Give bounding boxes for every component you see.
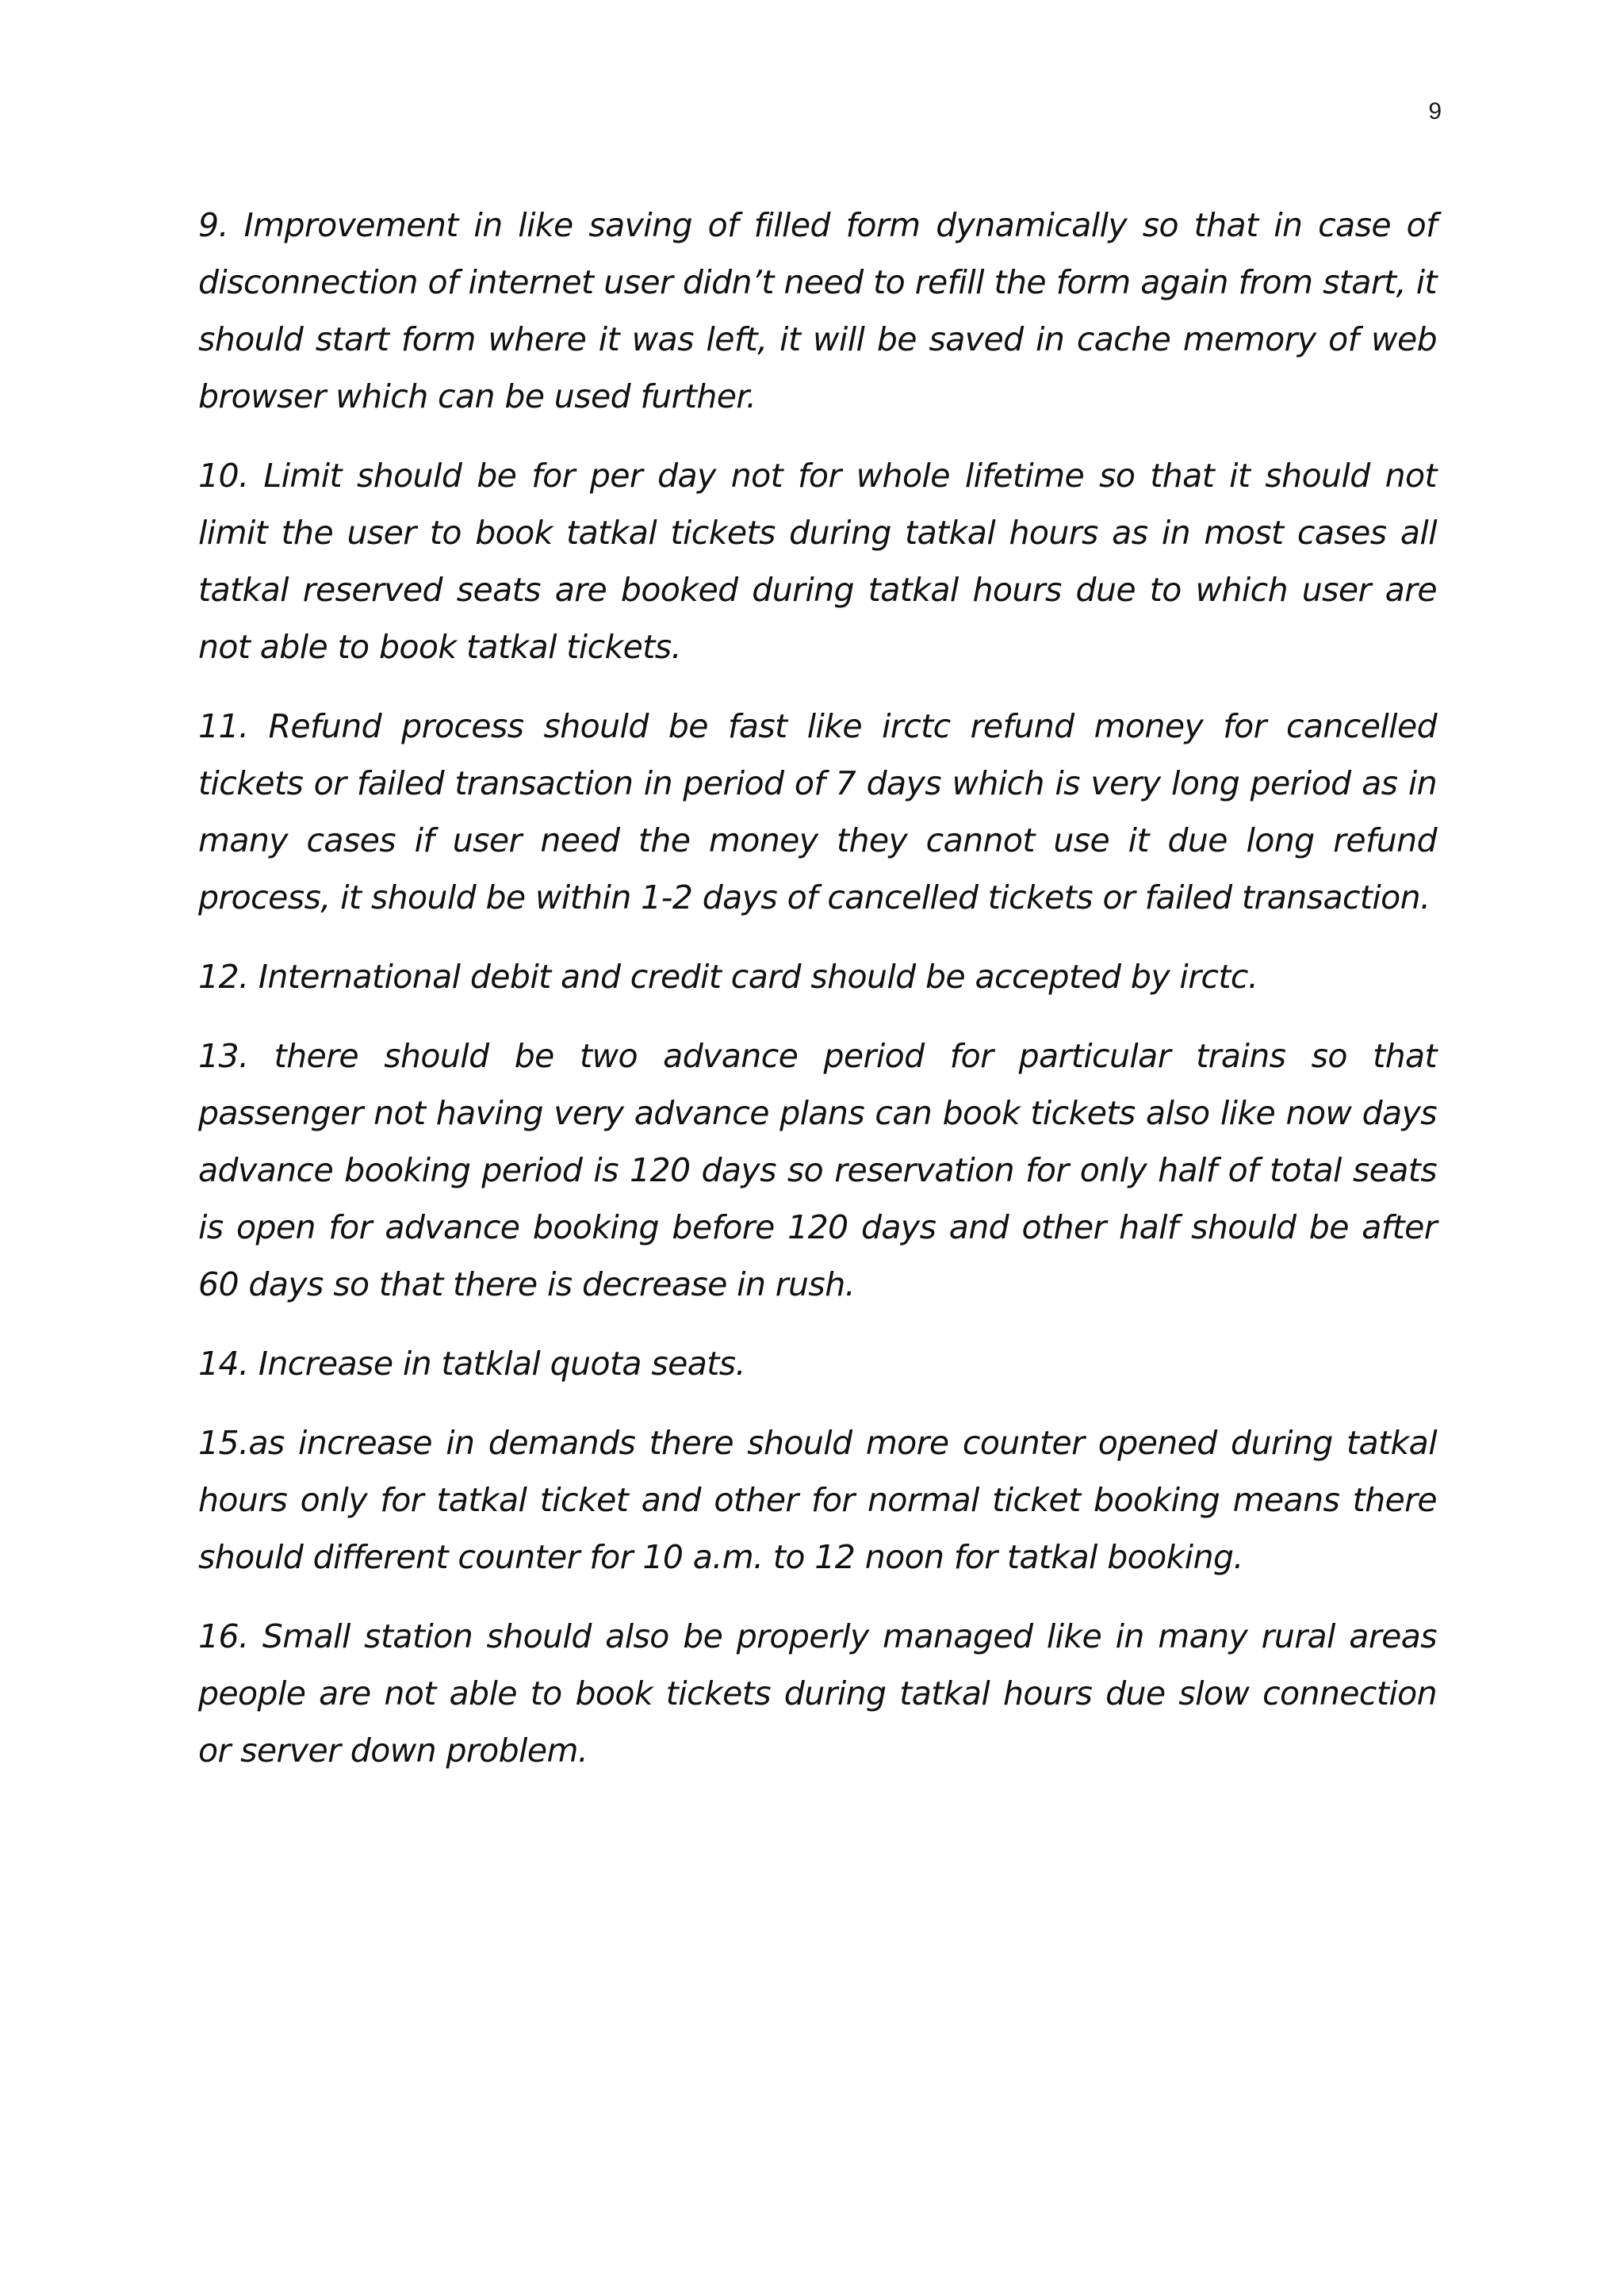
list-item: 13. there should be two advance period for particular trains so that passenger not having very advance plans can book tickets also like now days advance booking period is 120 days so reservation for only half of total seats is open for advance booking before 120 days and other half should be after 60 days so that there is decrease in rush. [198,1037,1437,1303]
list-item: 15.as increase in demands there should more counter opened during tatkal hours only for tatkal ticket and other for normal ticket booking means there should different counter for 10 a.m. to 12 noon for tatkal booking. [198,1424,1437,1576]
page-number: 9 [1428,98,1442,124]
list-item: 14. Increase in tatklal quota seats. [198,1345,745,1383]
list-item: 12. International debit and credit card should be accepted by irctc. [198,958,1258,996]
suggestions-list [198,197,1437,1801]
list-item: 10. Limit should be for per day not for whole lifetime so that it should not limit the user to book tatkal tickets during tatkal hours as in most cases all tatkal reserved seats are booked during tatkal hours due to which user are not able to book tatkal tickets. [198,457,1437,666]
list-item: 9. Improvement in like saving of filled form dynamically so that in case of disconnection of internet user didn’t need to refill the form again from start, it should start form where it was left, it will be saved in cache memory of web browser which can be used further. [198,206,1437,415]
list-item: 16. Small station should also be properly managed like in many rural areas people are not able to book tickets during tatkal hours due slow connection or server down problem. [198,1617,1437,1770]
list-item: 11. Refund process should be fast like irctc refund money for cancelled tickets or failed transaction in period of 7 days which is very long period as in many cases if user need the money they cannot use it due long refund process, it should be within 1-2 days of cancelled tickets or failed transaction. [198,707,1437,916]
